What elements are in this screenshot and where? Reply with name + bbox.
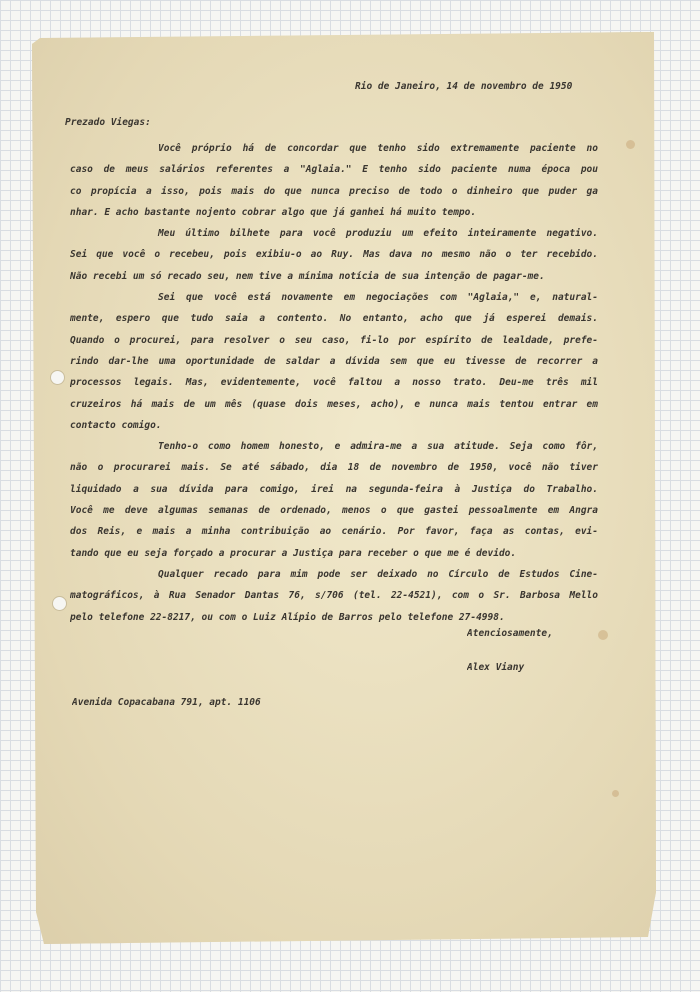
body-line: tando que eu seja forçado a procurar a Justiça para receber o que me é devido.: [70, 547, 517, 559]
body-line: Quando o procurei, para resolver o seu caso, fi-lo por espírito de lealdade, prefe-: [70, 334, 598, 346]
body-line: contacto comigo.: [70, 419, 162, 431]
body-line: não o procurarei mais. Se até sábado, dia 18 de novembro de 1950, você não tiver: [70, 462, 598, 474]
letter-date: Rio de Janeiro, 14 de novembro de 1950: [355, 81, 573, 92]
punch-hole: [50, 370, 65, 385]
body-line: processos legais. Mas, evidentemente, você faltou a nosso trato. Deu-me três mil: [70, 377, 598, 389]
body-line: rindo dar-lhe uma oportunidade de saldar a dívida sem que eu tivesse de recorrer a: [70, 355, 598, 367]
body-line: pelo telefone 22-8217, ou com o Luiz Alípio de Barros pelo telefone 27-4998.: [70, 611, 505, 623]
body-line: Meu último bilhete para você produziu um efeito inteiramente negativo.: [158, 228, 598, 240]
body-line: matográficos, à Rua Senador Dantas 76, s/706 (tel. 22-4521), com o Sr. Barbosa Mello: [70, 590, 598, 602]
letter-body: [70, 138, 598, 628]
body-line: Você me deve algumas semanas de ordenado, menos o que gastei pessoalmente em Angra: [70, 505, 598, 517]
body-line: dos Reis, e mais a minha contribuição ao cenário. Por favor, faça as contas, evi-: [70, 526, 598, 538]
punch-hole: [52, 596, 67, 611]
paper-stain: [612, 790, 619, 797]
body-line: co propícia a isso, pois mais do que nunca preciso de todo o dinheiro que puder ga: [70, 185, 598, 197]
body-line: mente, espero que tudo saia a contento. No entanto, acho que já esperei demais.: [70, 313, 598, 325]
body-line: Sei que você está novamente em negociações com "Aglaia," e, natural-: [158, 292, 598, 304]
body-line: Não recebi um só recado seu, nem tive a mínima notícia de sua intenção de pagar-me.: [70, 270, 545, 282]
body-line: cruzeiros há mais de um mês (quase dois meses, acho), e nunca mais tentou entrar em: [70, 398, 598, 410]
body-line: Tenho-o como homem honesto, e admira-me a sua atitude. Seja como fôr,: [158, 441, 598, 453]
body-line: Você próprio há de concordar que tenho sido extremamente paciente no: [158, 143, 598, 154]
letter-signature: Alex Viany: [467, 662, 525, 673]
body-line: Qualquer recado para mim pode ser deixado no Círculo de Estudos Cine-: [158, 568, 598, 580]
body-line: liquidado a sua dívida para comigo, irei na segunda-feira à Justiça do Trabalho.: [70, 483, 598, 495]
letter-closing: Atenciosamente,: [467, 628, 553, 639]
body-line: caso de meus salários referentes a "Aglaia." E tenho sido paciente numa época pou: [70, 164, 598, 176]
paper-stain: [626, 140, 635, 149]
letter-salutation: Prezado Viegas:: [65, 117, 151, 128]
body-line: nhar. E acho bastante nojento cobrar algo que já ganhei há muito tempo.: [70, 206, 477, 218]
sender-address: Avenida Copacabana 791, apt. 1106: [72, 697, 261, 708]
body-line: Sei que você o recebeu, pois exibiu-o ao Ruy. Mas dava no mesmo não o ter recebido.: [70, 249, 598, 261]
